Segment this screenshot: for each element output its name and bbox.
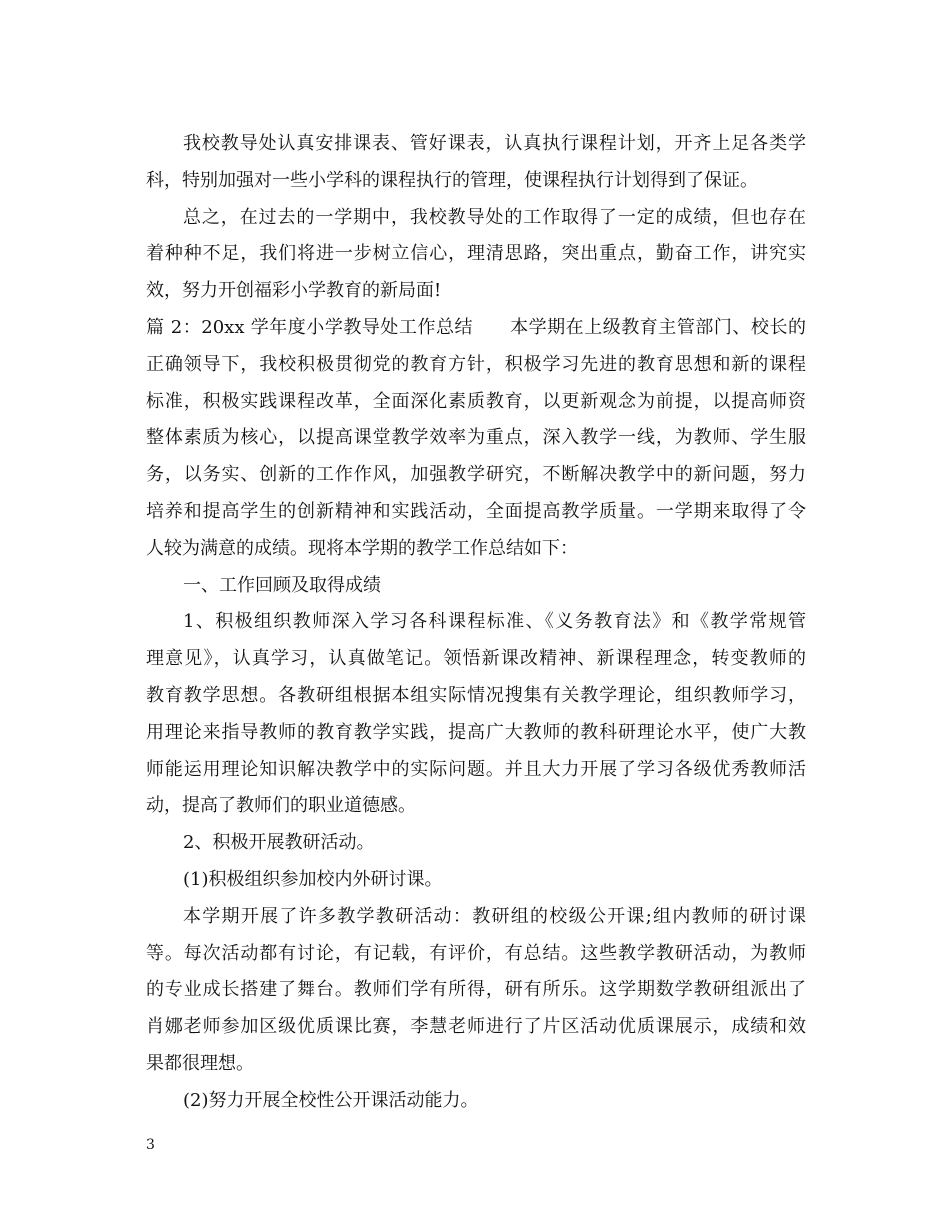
- text-line: 篇 2：20xx 学年度小学教导处工作总结 本学期在上级教育主管部门、校长的: [146, 316, 806, 338]
- text-line: 理意见》，认真学习，认真做笔记。领悟新课改精神、新课程理念，转变教师的: [146, 648, 806, 670]
- page-number: 3: [146, 1137, 155, 1153]
- text-line: (1)积极组织参加校内外研讨课。: [183, 868, 443, 890]
- text-line: 总之，在过去的一学期中，我校教导处的工作取得了一定的成绩，但也存在: [183, 206, 806, 228]
- text-line: 标准，积极实践课程改革，全面深化素质教育，以更新观念为前提，以提高师资: [146, 390, 806, 412]
- text-line: (2)努力开展全校性公开课活动能力。: [183, 1089, 479, 1111]
- text-line: 我校教导处认真安排课表、管好课表，认真执行课程计划，开齐上足各类学: [183, 133, 806, 154]
- text-line: 一、工作回顾及取得成绩: [183, 574, 381, 596]
- text-line: 着种种不足，我们将进一步树立信心，理清思路，突出重点，勤奋工作，讲究实: [146, 243, 806, 265]
- text-line: 务，以务实、创新的工作作风，加强教学研究，不断解决教学中的新问题，努力: [146, 464, 806, 486]
- text-line: 等。每次活动都有讨论，有记载，有评价，有总结。这些教学教研活动，为教师: [146, 942, 806, 964]
- text-line: 动，提高了教师们的职业道德感。: [146, 795, 416, 817]
- body-text: [146, 126, 806, 1120]
- text-line: 效，努力开创福彩小学教育的新局面!: [146, 280, 442, 302]
- text-line: 本学期开展了许多教学教研活动：教研组的校级公开课;组内教师的研讨课: [183, 905, 806, 927]
- text-line: 2、积极开展教研活动。: [183, 832, 375, 854]
- text-line: 的专业成长搭建了舞台。教师们学有所得，研有所乐。这学期数学教研组派出了: [146, 979, 806, 1001]
- text-line: 用理论来指导教师的教育教学实践，提高广大教师的教科研理论水平，使广大教: [146, 721, 806, 743]
- text-line: 培养和提高学生的创新精神和实践活动，全面提高教学质量。一学期来取得了令: [146, 500, 806, 522]
- text-line: 整体素质为核心，以提高课堂教学效率为重点，深入教学一线，为教师、学生服: [146, 427, 806, 449]
- text-line: 人较为满意的成绩。现将本学期的教学工作总结如下：: [146, 537, 578, 559]
- text-line: 科，特别加强对一些小学科的课程执行的管理，使课程执行计划得到了保证。: [146, 169, 758, 191]
- text-line: 果都很理想。: [146, 1052, 254, 1074]
- text-line: 肖娜老师参加区级优质课比赛，李慧老师进行了片区活动优质课展示，成绩和效: [146, 1016, 806, 1038]
- text-line: 教育教学思想。各教研组根据本组实际情况搜集有关教学理论，组织教师学习，: [146, 684, 806, 706]
- text-line: 师能运用理论知识解决教学中的实际问题。并且大力开展了学习各级优秀教师活: [146, 758, 806, 780]
- text-line: 正确领导下，我校积极贯彻党的教育方针，积极学习先进的教育思想和新的课程: [146, 353, 806, 375]
- text-line: 1、积极组织教师深入学习各科课程标准、《义务教育法》和《教学常规管: [183, 611, 806, 633]
